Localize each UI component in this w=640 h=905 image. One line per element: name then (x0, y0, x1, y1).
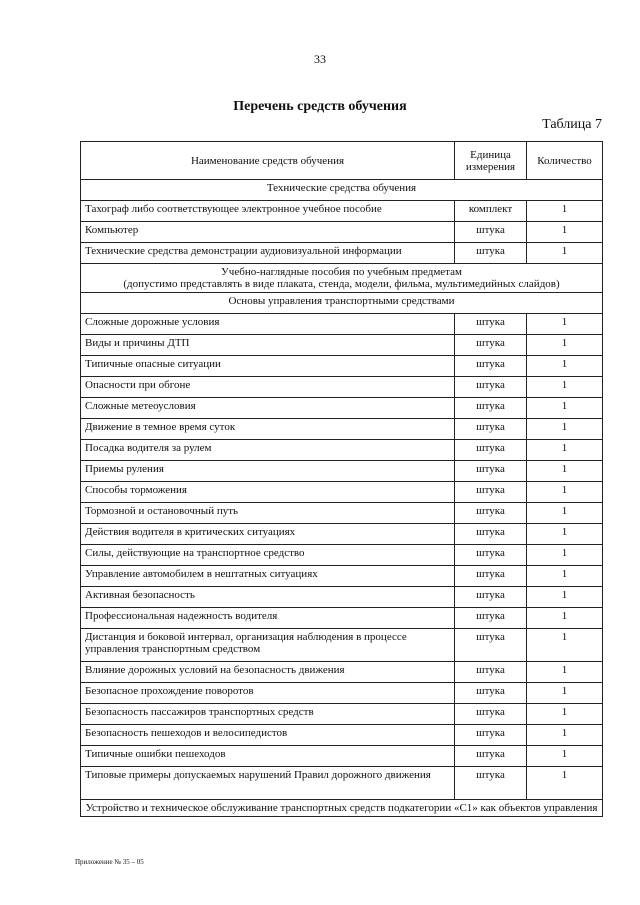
item-qty: 1 (527, 704, 603, 725)
item-name: Движение в темное время суток (81, 419, 455, 440)
table-label: Таблица 7 (542, 117, 602, 132)
table-row (81, 704, 603, 725)
table-row (81, 566, 603, 587)
item-qty: 1 (527, 725, 603, 746)
section-row-technical (81, 180, 603, 201)
item-qty: 1 (527, 222, 603, 243)
item-qty: 1 (527, 524, 603, 545)
item-qty: 1 (527, 503, 603, 524)
item-name: Сложные метеоусловия (81, 398, 455, 419)
item-name: Влияние дорожных условий на безопасность движения (81, 662, 455, 683)
item-unit: штука (455, 356, 527, 377)
item-qty: 1 (527, 377, 603, 398)
item-unit: штука (455, 398, 527, 419)
item-unit: штука (455, 482, 527, 503)
item-unit: штука (455, 419, 527, 440)
item-name: Технические средства демонстрации аудиовизуальной информации (81, 243, 455, 264)
document-title: Перечень средств обучения (233, 99, 407, 114)
section-title-device (81, 800, 603, 817)
item-qty: 1 (527, 662, 603, 683)
item-qty: 1 (527, 629, 603, 662)
section-title-basics-line: Основы управления транспортными средствами (228, 295, 455, 307)
item-qty: 1 (527, 314, 603, 335)
item-unit: штука (455, 377, 527, 398)
table-row (81, 608, 603, 629)
item-qty: 1 (527, 587, 603, 608)
item-qty: 1 (527, 356, 603, 377)
item-unit: штука (455, 545, 527, 566)
table-row (81, 746, 603, 767)
column-header-qty: Количество (527, 142, 603, 180)
item-qty: 1 (527, 243, 603, 264)
item-name: Тормозной и остановочный путь (81, 503, 455, 524)
table-row (81, 314, 603, 335)
section-title-visual-line: Учебно-наглядные пособия по учебным предметам (221, 266, 462, 278)
item-name: Приемы руления (81, 461, 455, 482)
item-unit: штука (455, 524, 527, 545)
item-unit: штука (455, 461, 527, 482)
item-unit: штука (455, 335, 527, 356)
table-row (81, 725, 603, 746)
item-qty: 1 (527, 545, 603, 566)
section-title-visual-line: (допустимо представлять в виде плаката, стенда, модели, фильма, мультимедийных слайдов) (123, 278, 560, 290)
item-qty: 1 (527, 419, 603, 440)
section-title-basics (81, 293, 603, 314)
item-unit: комплект (455, 201, 527, 222)
item-name: Тахограф либо соответствующее электронное учебное пособие (81, 201, 455, 222)
item-qty: 1 (527, 482, 603, 503)
table-row (81, 461, 603, 482)
item-qty: 1 (527, 335, 603, 356)
item-qty: 1 (527, 461, 603, 482)
table-row (81, 377, 603, 398)
item-unit: штука (455, 587, 527, 608)
item-name: Безопасность пешеходов и велосипедистов (81, 725, 455, 746)
table-row (81, 482, 603, 503)
table-row (81, 356, 603, 377)
item-name: Типичные опасные ситуации (81, 356, 455, 377)
table-row (81, 201, 603, 222)
table-row (81, 662, 603, 683)
item-unit: штука (455, 243, 527, 264)
section-title-technical: Технические средства обучения (81, 180, 603, 201)
item-name: Безопасное прохождение поворотов (81, 683, 455, 704)
table-row (81, 524, 603, 545)
item-qty: 1 (527, 398, 603, 419)
item-unit: штука (455, 629, 527, 662)
item-name: Сложные дорожные условия (81, 314, 455, 335)
item-unit: штука (455, 767, 527, 800)
item-unit: штука (455, 725, 527, 746)
item-name: Компьютер (81, 222, 455, 243)
item-qty: 1 (527, 440, 603, 461)
table-row (81, 398, 603, 419)
item-unit: штука (455, 608, 527, 629)
table-row (81, 545, 603, 566)
item-unit: штука (455, 704, 527, 725)
item-unit: штука (455, 314, 527, 335)
item-name: Силы, действующие на транспортное средство (81, 545, 455, 566)
item-name: Дистанция и боковой интервал, организация наблюдения в процессе управления транспортным средством (81, 629, 455, 662)
table-row (81, 222, 603, 243)
column-header-unit: Единица измерения (455, 142, 527, 180)
training-means-table (80, 141, 603, 817)
page-number: 33 (314, 52, 326, 66)
item-name: Безопасность пассажиров транспортных средств (81, 704, 455, 725)
item-qty: 1 (527, 201, 603, 222)
item-qty: 1 (527, 566, 603, 587)
item-qty: 1 (527, 683, 603, 704)
section-title-device-line: Устройство и техническое обслуживание транспортных средств подкатегории «С1» как объектов управления (85, 802, 598, 814)
item-name: Опасности при обгоне (81, 377, 455, 398)
column-header-name: Наименование средств обучения (81, 142, 455, 180)
item-name: Посадка водителя за рулем (81, 440, 455, 461)
table-row (81, 243, 603, 264)
item-unit: штука (455, 683, 527, 704)
section-title-visual (81, 264, 603, 293)
item-qty: 1 (527, 608, 603, 629)
table-row (81, 335, 603, 356)
item-name: Виды и причины ДТП (81, 335, 455, 356)
item-name: Способы торможения (81, 482, 455, 503)
footer-note: Приложение № 35 – 05 (75, 858, 144, 866)
item-unit: штука (455, 503, 527, 524)
item-qty: 1 (527, 767, 603, 800)
item-name: Действия водителя в критических ситуациях (81, 524, 455, 545)
section-title-basics-row (81, 293, 603, 314)
item-name: Типичные ошибки пешеходов (81, 746, 455, 767)
item-name: Типовые примеры допускаемых нарушений Правил дорожного движения (81, 767, 455, 800)
table-row (81, 587, 603, 608)
section-title-visual-row (81, 264, 603, 293)
section-title-device-row (81, 800, 603, 817)
item-unit: штука (455, 662, 527, 683)
item-name: Профессиональная надежность водителя (81, 608, 455, 629)
item-unit: штука (455, 746, 527, 767)
item-qty: 1 (527, 746, 603, 767)
table-row (81, 419, 603, 440)
item-unit: штука (455, 566, 527, 587)
table-row (81, 683, 603, 704)
item-unit: штука (455, 222, 527, 243)
table-row (81, 629, 603, 662)
table-row (81, 440, 603, 461)
item-name: Активная безопасность (81, 587, 455, 608)
table-row (81, 503, 603, 524)
item-unit: штука (455, 440, 527, 461)
table-header-row (81, 142, 603, 180)
item-name: Управление автомобилем в нештатных ситуациях (81, 566, 455, 587)
table-row (81, 767, 603, 800)
